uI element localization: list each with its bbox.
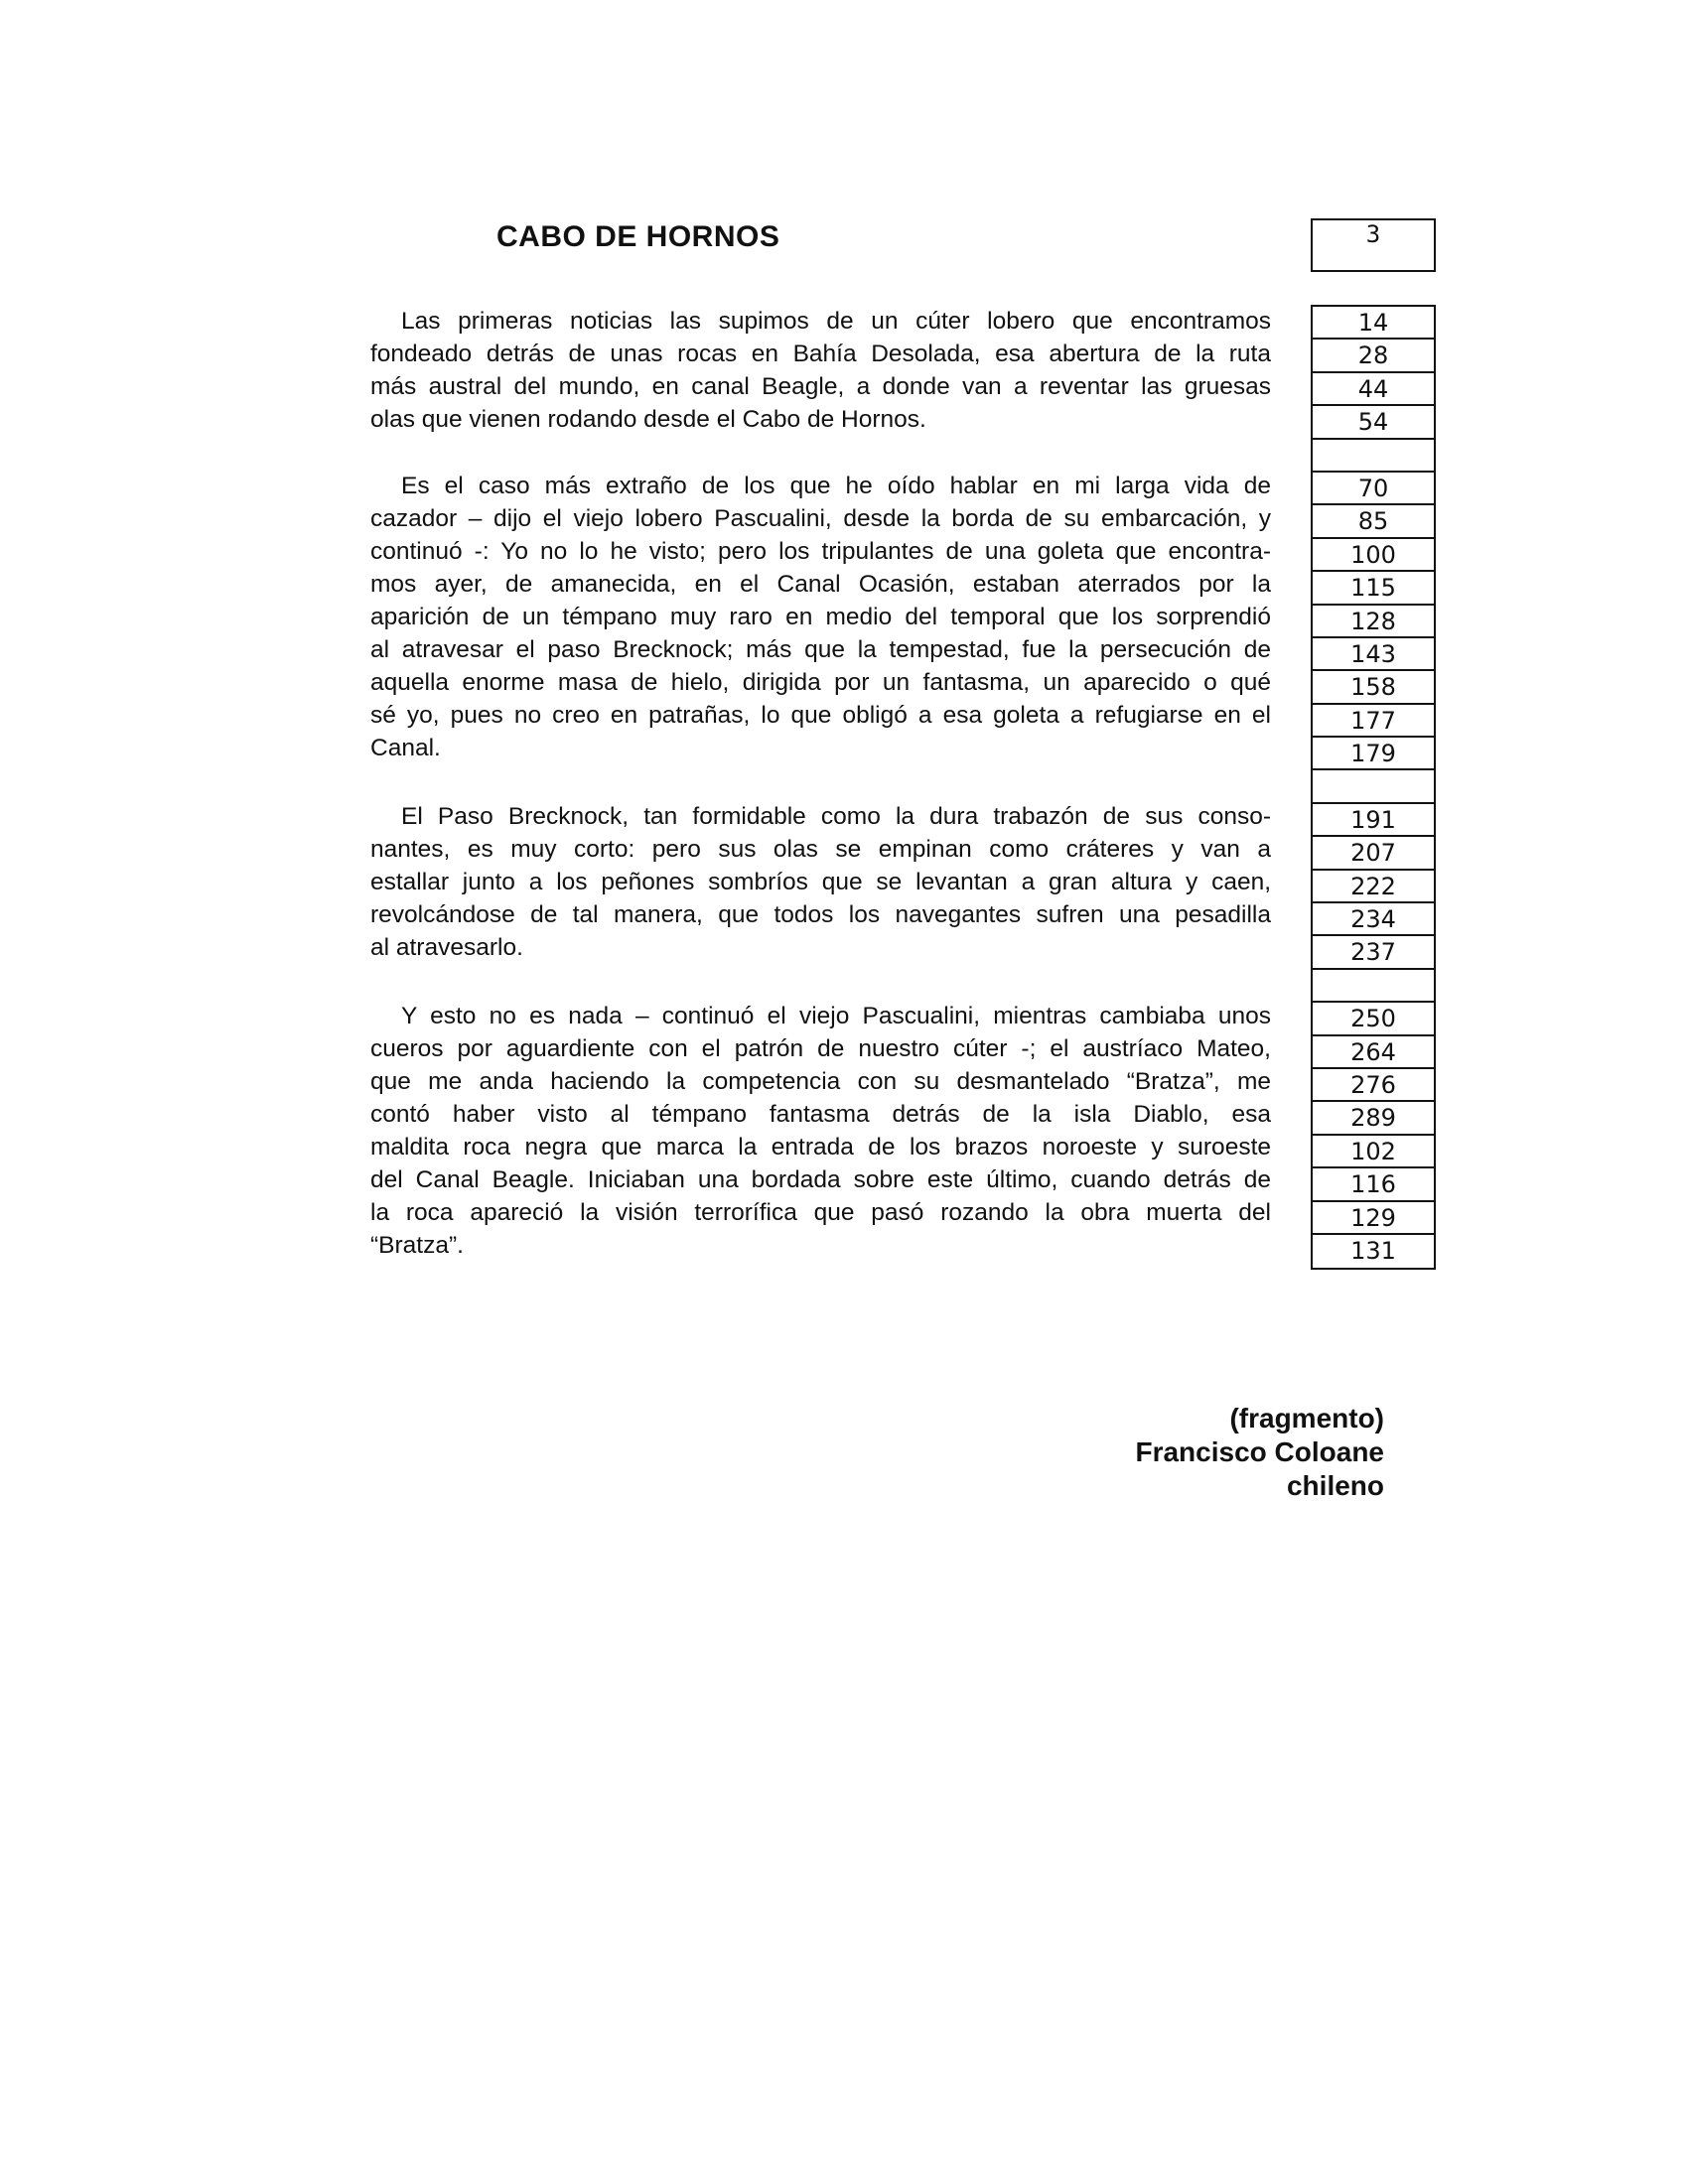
page-title: CABO DE HORNOS xyxy=(496,220,780,253)
word-count-cell: 143 xyxy=(1313,638,1434,671)
text-line: “Bratza”. xyxy=(370,1232,464,1259)
word-count-cell: 100 xyxy=(1313,539,1434,572)
text-line: mos ayer, de amanecida, en el Canal Ocasión, estaban aterrados por la xyxy=(370,571,1271,598)
text-line: del Canal Beagle. Iniciaban una bordada sobre este último, cuando detrás de xyxy=(370,1166,1271,1193)
word-count-cell: 191 xyxy=(1313,804,1434,837)
text-line: olas que vienen rodando desde el Cabo de Hornos. xyxy=(370,406,926,433)
word-count-cell-empty xyxy=(1313,970,1434,1003)
word-count-cell: 179 xyxy=(1313,738,1434,770)
word-count-cell: 237 xyxy=(1313,936,1434,969)
fragment-note: (fragmento) xyxy=(1229,1403,1384,1433)
word-count-cell: 115 xyxy=(1313,572,1434,605)
word-count-cell: 128 xyxy=(1313,606,1434,638)
word-count-cell: 54 xyxy=(1313,406,1434,439)
text-line: cueros por aguardiente con el patrón de nuestro cúter -; el austríaco Mateo, xyxy=(370,1035,1271,1062)
word-count-cell: 207 xyxy=(1313,837,1434,870)
word-count-cell: 234 xyxy=(1313,903,1434,936)
text-line: revolcándose de tal manera, que todos los navegantes sufren una pesadilla xyxy=(370,901,1271,928)
text-line: Es el caso más extraño de los que he oído hablar en mi larga vida de xyxy=(401,473,1271,499)
word-count-cell: 44 xyxy=(1313,373,1434,406)
word-count-cell: 14 xyxy=(1313,307,1434,340)
text-line: más austral del mundo, en canal Beagle, a donde van a reventar las gruesas xyxy=(370,373,1271,400)
word-count-cell-empty xyxy=(1313,440,1434,473)
text-line: aparición de un témpano muy raro en medio del temporal que los sorprendió xyxy=(370,604,1271,630)
word-count-cell: 102 xyxy=(1313,1136,1434,1168)
word-count-cell: 70 xyxy=(1313,473,1434,505)
text-line: Las primeras noticias las supimos de un cúter lobero que encontramos xyxy=(401,308,1271,335)
word-count-cell: 264 xyxy=(1313,1036,1434,1069)
author-nationality: chileno xyxy=(1286,1470,1384,1501)
text-line: Canal. xyxy=(370,735,441,761)
text-line: cazador – dijo el viejo lobero Pascualini, desde la borda de su embarcación, y xyxy=(370,505,1271,532)
word-count-cell: 131 xyxy=(1350,1236,1396,1265)
word-count-cell: 129 xyxy=(1313,1202,1434,1235)
text-line: la roca apareció la visión terrorífica que pasó rozando la obra muerta del xyxy=(370,1199,1271,1226)
text-line: nantes, es muy corto: pero sus olas se empinan como cráteres y van a xyxy=(370,836,1271,863)
word-count-cell-empty xyxy=(1313,770,1434,803)
author-name: Francisco Coloane xyxy=(1135,1436,1384,1467)
text-line: maldita roca negra que marca la entrada de los brazos noroeste y suroeste xyxy=(370,1134,1271,1160)
text-line: sé yo, pues no creo en patrañas, lo que obligó a esa goleta a refugiarse en el xyxy=(370,702,1271,729)
word-count-column xyxy=(1311,305,1436,1270)
word-count-cell: 116 xyxy=(1313,1168,1434,1201)
word-count-cell: 222 xyxy=(1313,871,1434,903)
word-count-cell: 158 xyxy=(1313,671,1434,704)
word-count-cell: 28 xyxy=(1313,340,1434,372)
text-line: al atravesar el paso Brecknock; más que la tempestad, fue la persecución de xyxy=(370,636,1271,663)
text-line: fondeado detrás de unas rocas en Bahía Desolada, esa abertura de la ruta xyxy=(370,341,1271,367)
word-count-cell: 276 xyxy=(1313,1069,1434,1102)
word-count-cell: 85 xyxy=(1313,505,1434,538)
text-line: continuó -: Yo no lo he visto; pero los tripulantes de una goleta que encontra- xyxy=(370,538,1271,565)
text-line: El Paso Brecknock, tan formidable como la dura trabazón de sus conso- xyxy=(401,803,1271,830)
text-line: que me anda haciendo la competencia con su desmantelado “Bratza”, me xyxy=(370,1068,1271,1095)
text-line: al atravesarlo. xyxy=(370,934,523,961)
text-line: contó haber visto al témpano fantasma detrás de la isla Diablo, esa xyxy=(370,1101,1271,1128)
page-number-box: 3 xyxy=(1311,218,1436,272)
text-line: estallar junto a los peñones sombríos que se levantan a gran altura y caen, xyxy=(370,869,1271,895)
text-line: Y esto no es nada – continuó el viejo Pascualini, mientras cambiaba unos xyxy=(401,1003,1271,1029)
text-line: aquella enorme masa de hielo, dirigida por un fantasma, un aparecido o qué xyxy=(370,669,1271,696)
word-count-cell: 177 xyxy=(1313,705,1434,738)
word-count-cell: 289 xyxy=(1313,1102,1434,1135)
word-count-cell: 250 xyxy=(1313,1003,1434,1035)
